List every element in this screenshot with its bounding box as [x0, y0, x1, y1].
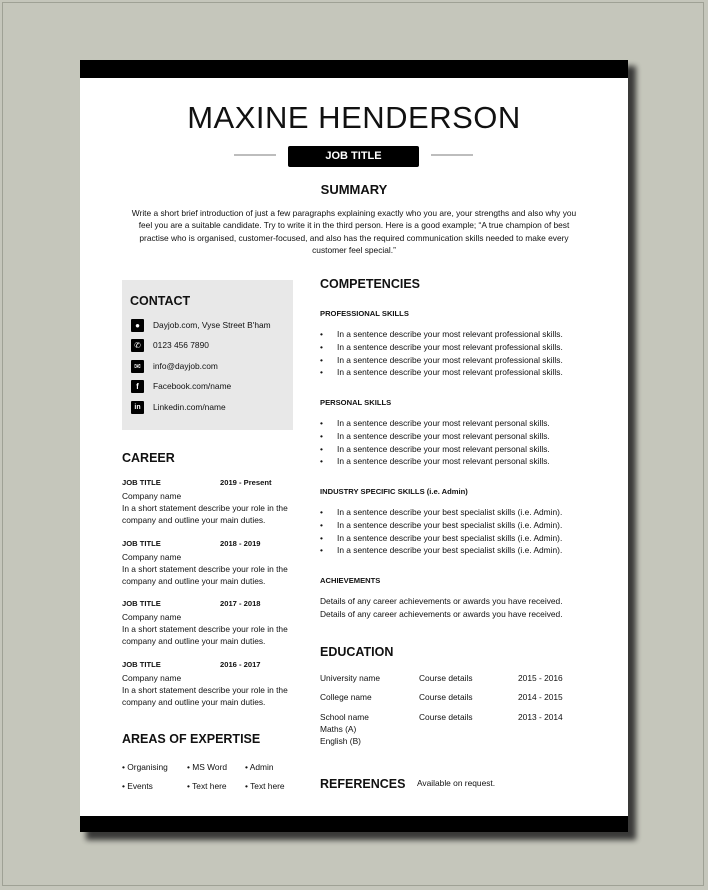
- expertise-item: • Admin: [245, 762, 274, 772]
- summary-line: Write a short brief introduction of just a few paragraphs explaining exactly who you are, your strengths and also why you: [131, 208, 577, 218]
- edu-school: University name: [320, 673, 381, 683]
- edu-dates: 2013 - 2014: [518, 712, 563, 722]
- summary-text: [120, 207, 588, 256]
- expertise-label: Text here: [192, 781, 227, 791]
- location-icon: ●: [131, 319, 144, 332]
- contact-text[interactable]: Linkedin.com/name: [153, 402, 226, 412]
- phone-icon: ✆: [131, 339, 144, 352]
- expertise-item: • Organising: [122, 762, 168, 772]
- edu-dates: 2014 - 2015: [518, 692, 563, 702]
- achievements-heading: ACHIEVEMENTS: [320, 576, 381, 585]
- job-title: JOB TITLE: [122, 599, 161, 608]
- contact-box: [122, 280, 293, 430]
- list-item: • In a sentence describe your best specialist skills (i.e. Admin).: [320, 532, 562, 545]
- divider-left: [234, 154, 276, 156]
- job-desc: In a short statement describe your role in the: [122, 685, 288, 695]
- expertise-label: MS Word: [192, 762, 228, 772]
- edu-subject: English (B): [320, 736, 361, 746]
- contact-facebook[interactable]: [131, 379, 231, 393]
- contact-phone: [131, 338, 209, 352]
- contact-text: Dayjob.com, Vyse Street B'ham: [153, 320, 271, 330]
- job-details: [122, 611, 288, 647]
- personal-skills-list: [320, 417, 550, 468]
- contact-email[interactable]: [131, 359, 218, 373]
- industry-skills-list: [320, 506, 562, 557]
- list-item: • In a sentence describe your best specialist skills (i.e. Admin).: [320, 519, 562, 532]
- job-dates: 2016 - 2017: [220, 660, 261, 669]
- email-icon: ✉: [131, 360, 144, 373]
- career-heading: CAREER: [122, 451, 175, 465]
- references-heading: REFERENCES: [320, 777, 406, 791]
- list-item: • In a sentence describe your most relevant professional skills.: [320, 366, 563, 379]
- education-heading: EDUCATION: [320, 645, 394, 659]
- job-company: Company name: [122, 673, 182, 683]
- list-item: • In a sentence describe your most relevant professional skills.: [320, 341, 563, 354]
- list-item: • In a sentence describe your most relevant personal skills.: [320, 455, 550, 468]
- job-company: Company name: [122, 612, 182, 622]
- job-title-badge: JOB TITLE: [288, 146, 419, 167]
- references-text: Available on request.: [417, 778, 496, 788]
- list-item: • In a sentence describe your most relevant professional skills.: [320, 354, 563, 367]
- expertise-heading: AREAS OF EXPERTISE: [122, 732, 261, 746]
- expertise-item: • Events: [122, 781, 153, 791]
- summary-heading: SUMMARY: [320, 182, 388, 197]
- job-desc: company and outline your main duties.: [122, 636, 266, 646]
- personal-skills-heading: PERSONAL SKILLS: [320, 398, 392, 407]
- linkedin-icon: in: [131, 401, 144, 414]
- summary-line: feel you are a suitable candidate. Try to write it in the third person. Here is a good example; “A true champion of best: [138, 220, 570, 231]
- divider-right: [431, 154, 473, 156]
- edu-course: Course details: [419, 673, 473, 683]
- list-item: • In a sentence describe your best specialist skills (i.e. Admin).: [320, 506, 562, 519]
- job-details: [122, 672, 288, 708]
- summary-line: practise who is organised, customer-focused, and also has the required communication skills needed to make every: [139, 232, 569, 243]
- job-title: JOB TITLE: [122, 539, 161, 548]
- list-item: • In a sentence describe your most relevant personal skills.: [320, 430, 550, 443]
- expertise-item: • Text here: [187, 781, 227, 791]
- edu-dates: 2015 - 2016: [518, 673, 563, 683]
- achievements-list: [320, 595, 563, 621]
- job-details: [122, 551, 288, 587]
- summary-line: customer feel special.”: [312, 244, 396, 255]
- edu-school: College name: [320, 692, 372, 702]
- contact-linkedin[interactable]: [131, 400, 226, 414]
- contact-heading: CONTACT: [130, 294, 191, 308]
- job-desc: company and outline your main duties.: [122, 515, 266, 525]
- job-details: [122, 490, 288, 526]
- job-desc: company and outline your main duties.: [122, 697, 266, 707]
- job-dates: 2017 - 2018: [220, 599, 261, 608]
- list-item: • In a sentence describe your best specialist skills (i.e. Admin).: [320, 544, 562, 557]
- job-desc: In a short statement describe your role in the: [122, 624, 288, 634]
- job-desc: company and outline your main duties.: [122, 576, 266, 586]
- list-item: Details of any career achievements or awards you have received.: [320, 608, 563, 619]
- list-item: • In a sentence describe your most relevant personal skills.: [320, 443, 550, 456]
- expertise-label: Admin: [249, 762, 274, 772]
- edu-subject: Maths (A): [320, 724, 357, 734]
- competencies-heading: COMPETENCIES: [320, 277, 421, 291]
- contact-address: [131, 318, 271, 332]
- edu-course: Course details: [419, 692, 473, 702]
- job-desc: In a short statement describe your role in the: [122, 564, 288, 574]
- cv-page: [80, 60, 628, 832]
- edu-course: Course details: [419, 712, 473, 722]
- job-title: JOB TITLE: [122, 660, 161, 669]
- job-company: Company name: [122, 552, 182, 562]
- industry-skills-heading: INDUSTRY SPECIFIC SKILLS (i.e. Admin): [320, 487, 468, 496]
- candidate-name: MAXINE HENDERSON: [187, 100, 521, 135]
- list-item: • In a sentence describe your most relevant professional skills.: [320, 328, 563, 341]
- professional-skills-heading: PROFESSIONAL SKILLS: [320, 309, 409, 318]
- list-item: • In a sentence describe your most relevant personal skills.: [320, 417, 550, 430]
- professional-skills-list: [320, 328, 563, 379]
- expertise-label: Organising: [127, 762, 168, 772]
- contact-text[interactable]: Facebook.com/name: [153, 381, 232, 391]
- facebook-icon: f: [131, 380, 144, 393]
- expertise-label: Text here: [250, 781, 285, 791]
- list-item: Details of any career achievements or awards you have received.: [320, 596, 563, 606]
- expertise-item: • MS Word: [187, 762, 228, 772]
- contact-text[interactable]: info@dayjob.com: [153, 361, 218, 371]
- job-title: JOB TITLE: [122, 478, 161, 487]
- contact-text: 0123 456 7890: [153, 340, 209, 350]
- bottom-band: [80, 816, 628, 832]
- job-dates: 2018 - 2019: [220, 539, 261, 548]
- job-company: Company name: [122, 491, 182, 501]
- top-band: [80, 60, 628, 78]
- expertise-item: • Text here: [245, 781, 285, 791]
- expertise-label: Events: [127, 781, 153, 791]
- edu-school: School name: [320, 712, 369, 722]
- job-dates: 2019 - Present: [220, 478, 272, 487]
- job-desc: In a short statement describe your role in the: [122, 503, 288, 513]
